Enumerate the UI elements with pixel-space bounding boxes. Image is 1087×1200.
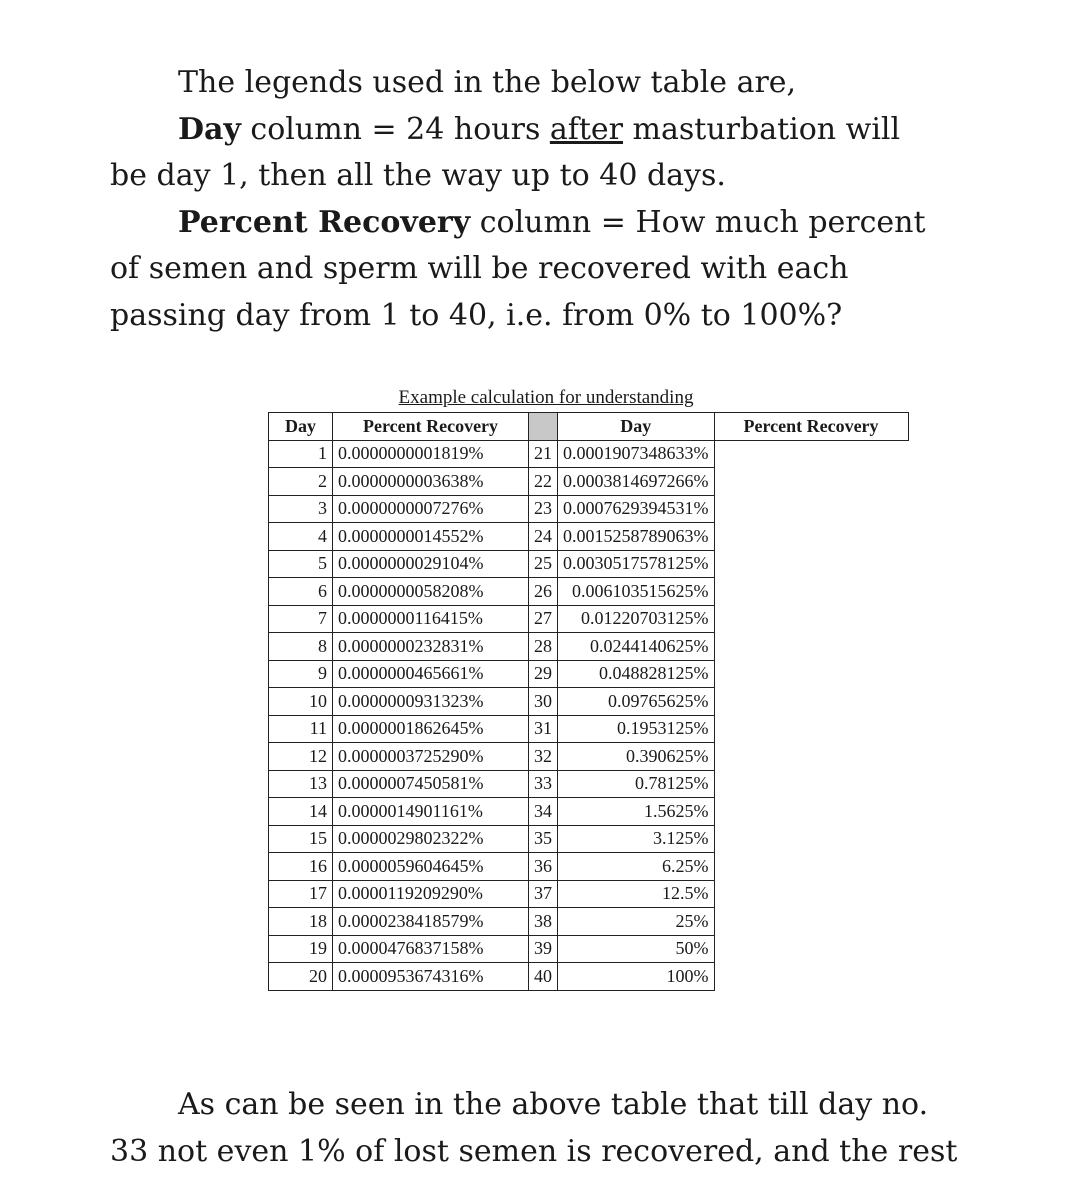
day-cell: 39	[529, 935, 558, 963]
intro-line-5: of semen and sperm will be recovered with each	[110, 251, 849, 286]
percent-cell: 0.0000000007276%	[333, 495, 529, 523]
day-cell: 9	[269, 660, 333, 688]
day-cell: 16	[269, 853, 333, 881]
outro-paragraph	[110, 1082, 958, 1175]
percent-cell: 25%	[558, 908, 715, 936]
table-row	[269, 523, 909, 551]
day-cell: 23	[529, 495, 558, 523]
day-cell: 8	[269, 633, 333, 661]
percent-cell: 0.0000000116415%	[333, 605, 529, 633]
day-cell: 4	[269, 523, 333, 551]
header-percent-left: Percent Recovery	[333, 413, 529, 441]
percent-cell: 0.09765625%	[558, 688, 715, 716]
percent-cell: 0.0000029802322%	[333, 825, 529, 853]
percent-cell: 0.0000003725290%	[333, 743, 529, 771]
day-cell: 33	[529, 770, 558, 798]
table-row	[269, 605, 909, 633]
table-row	[269, 660, 909, 688]
day-cell: 40	[529, 963, 558, 991]
day-cell: 30	[529, 688, 558, 716]
percent-cell: 3.125%	[558, 825, 715, 853]
header-day-left: Day	[269, 413, 333, 441]
day-cell: 5	[269, 550, 333, 578]
day-cell: 6	[269, 578, 333, 606]
day-cell: 17	[269, 880, 333, 908]
percent-cell: 0.0000000001819%	[333, 440, 529, 468]
header-percent-right: Percent Recovery	[714, 413, 908, 441]
day-cell: 35	[529, 825, 558, 853]
day-cell: 18	[269, 908, 333, 936]
percent-cell: 0.0000014901161%	[333, 798, 529, 826]
day-cell: 25	[529, 550, 558, 578]
percent-cell: 100%	[558, 963, 715, 991]
percent-cell: 0.0000000003638%	[333, 468, 529, 496]
day-legend-term: Day	[178, 111, 241, 147]
table-separator	[529, 413, 558, 441]
day-cell: 12	[269, 743, 333, 771]
percent-cell: 0.0015258789063%	[558, 523, 715, 551]
day-cell: 3	[269, 495, 333, 523]
percent-cell: 0.0000119209290%	[333, 880, 529, 908]
percent-cell: 0.0000000014552%	[333, 523, 529, 551]
intro-line-3: be day 1, then all the way up to 40 days.	[110, 158, 726, 193]
percent-cell: 1.5625%	[558, 798, 715, 826]
table-row	[269, 633, 909, 661]
day-cell: 28	[529, 633, 558, 661]
percent-cell: 0.0000238418579%	[333, 908, 529, 936]
day-cell: 7	[269, 605, 333, 633]
intro-line-1: The legends used in the below table are,	[178, 65, 797, 100]
header-day-right: Day	[558, 413, 715, 441]
percent-cell: 0.0000000931323%	[333, 688, 529, 716]
day-cell: 22	[529, 468, 558, 496]
table-row	[269, 825, 909, 853]
day-cell: 13	[269, 770, 333, 798]
day-cell: 27	[529, 605, 558, 633]
percent-legend-term: Percent Recovery	[178, 204, 471, 240]
intro-paragraph	[110, 60, 930, 339]
day-cell: 26	[529, 578, 558, 606]
day-cell: 24	[529, 523, 558, 551]
table-row	[269, 798, 909, 826]
percent-cell: 0.0000000465661%	[333, 660, 529, 688]
day-cell: 38	[529, 908, 558, 936]
percent-cell: 0.390625%	[558, 743, 715, 771]
day-cell: 14	[269, 798, 333, 826]
percent-cell: 0.0000000232831%	[333, 633, 529, 661]
table-row	[269, 853, 909, 881]
percent-cell: 0.0000059604645%	[333, 853, 529, 881]
percent-cell: 0.78125%	[558, 770, 715, 798]
percent-cell: 0.0244140625%	[558, 633, 715, 661]
day-cell: 15	[269, 825, 333, 853]
percent-cell: 0.0000953674316%	[333, 963, 529, 991]
intro-line-6: passing day from 1 to 40, i.e. from 0% to 100%?	[110, 297, 843, 333]
percent-cell: 50%	[558, 935, 715, 963]
table-row	[269, 440, 909, 468]
table-row	[269, 743, 909, 771]
table-row	[269, 495, 909, 523]
table-row	[269, 935, 909, 963]
intro-line-2: Day column = 24 hours after masturbation will	[178, 111, 901, 147]
table-row	[269, 468, 909, 496]
day-cell: 20	[269, 963, 333, 991]
percent-cell: 0.0000476837158%	[333, 935, 529, 963]
percent-cell: 0.0000007450581%	[333, 770, 529, 798]
day-cell: 21	[529, 440, 558, 468]
percent-cell: 0.01220703125%	[558, 605, 715, 633]
recovery-table	[268, 412, 909, 991]
day-cell: 36	[529, 853, 558, 881]
day-cell: 34	[529, 798, 558, 826]
table-row	[269, 578, 909, 606]
table-row	[269, 880, 909, 908]
table-row	[269, 908, 909, 936]
day-cell: 11	[269, 715, 333, 743]
percent-cell: 0.0000000029104%	[333, 550, 529, 578]
day-cell: 37	[529, 880, 558, 908]
day-cell: 1	[269, 440, 333, 468]
percent-cell: 0.0003814697266%	[558, 468, 715, 496]
table-caption: Example calculation for understanding	[398, 387, 694, 408]
percent-cell: 0.006103515625%	[558, 578, 715, 606]
table-row	[269, 715, 909, 743]
percent-cell: 0.0007629394531%	[558, 495, 715, 523]
day-cell: 32	[529, 743, 558, 771]
outro-line-2: 33 not even 1% of lost semen is recovered, and the rest	[110, 1133, 958, 1169]
outro-line-1: As can be seen in the above table that till day no.	[178, 1087, 929, 1122]
table-row	[269, 688, 909, 716]
percent-cell: 0.0000001862645%	[333, 715, 529, 743]
day-cell: 19	[269, 935, 333, 963]
percent-cell: 0.0030517578125%	[558, 550, 715, 578]
day-cell: 29	[529, 660, 558, 688]
day-cell: 31	[529, 715, 558, 743]
percent-cell: 12.5%	[558, 880, 715, 908]
table-row	[269, 550, 909, 578]
percent-cell: 6.25%	[558, 853, 715, 881]
percent-cell: 0.1953125%	[558, 715, 715, 743]
table-header-row	[269, 413, 909, 441]
table-row	[269, 770, 909, 798]
after-underlined: after	[549, 111, 624, 147]
percent-cell: 0.0001907348633%	[558, 440, 715, 468]
day-cell: 10	[269, 688, 333, 716]
intro-line-4: Percent Recovery column = How much percent	[178, 204, 926, 240]
table-row	[269, 963, 909, 991]
day-cell: 2	[269, 468, 333, 496]
percent-cell: 0.048828125%	[558, 660, 715, 688]
percent-cell: 0.0000000058208%	[333, 578, 529, 606]
